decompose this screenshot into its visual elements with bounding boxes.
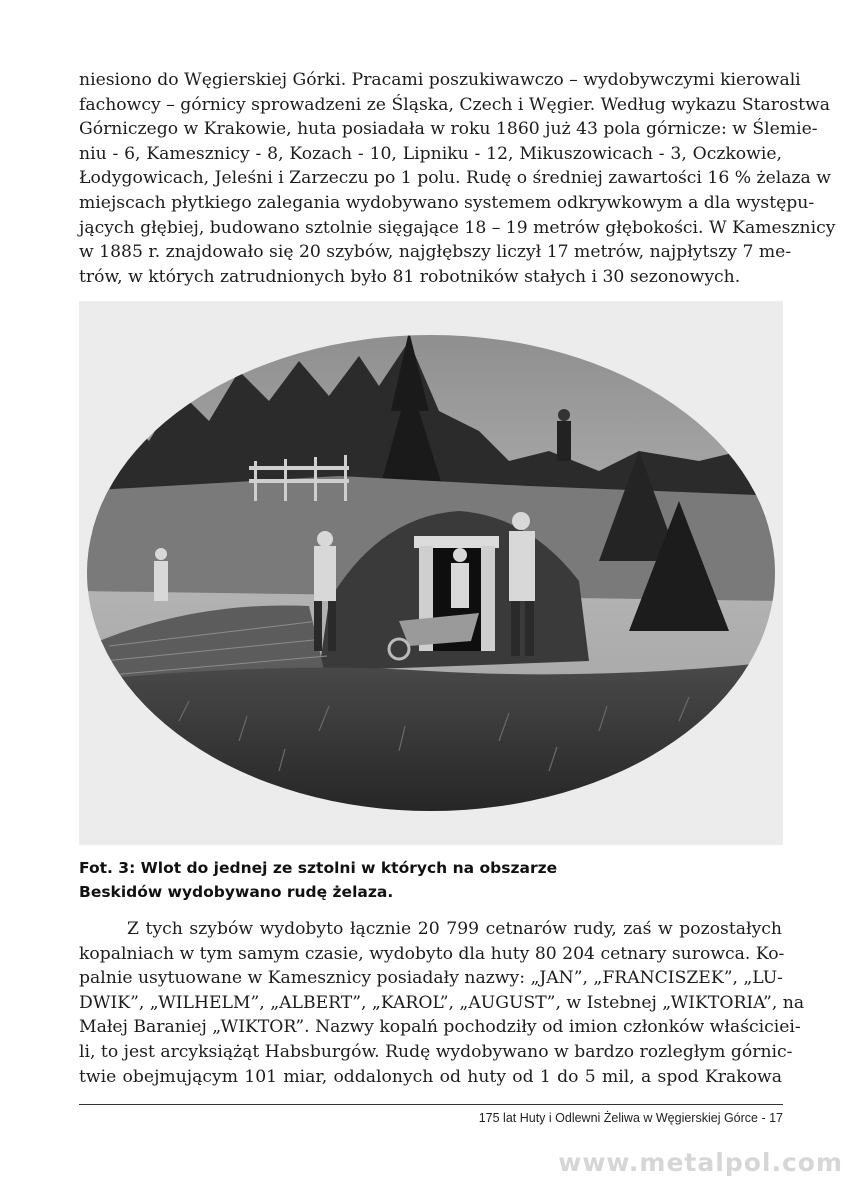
photo-caption [79,856,679,904]
paragraph-2 [79,917,805,1089]
mine-entrance-photo [79,301,783,845]
paragraph-line: niesiono do Węgierskiej Górki. Pracami poszukiwawczo – wydobywczymi kierowali [79,70,801,90]
paragraph-line: li, to jest arcyksiążąt Habsburgów. Rudę wydobywano w bardzo rozległym górnic- [79,1041,793,1062]
paragraph-line: fachowcy – górnicy sprowadzeni ze Śląska, Czech i Węgier. Według wykazu Starostwa [79,94,831,115]
paragraph-line: palnie usytuowane w Kamesznicy posiadały nazwy: „JAN”, „FRANCISZEK”, „LU- [79,968,783,989]
caption-line: Fot. 3: Wlot do jednej ze sztolni w których na obszarze [79,859,558,877]
paragraph-line: DWIK”, „WILHELM”, „ALBERT”, „KAROL”, „AUGUST”, w Istebnej „WIKTORIA”, na [79,992,805,1013]
paragraph-line: twie obejmującym 101 miar, oddalonych od huty od 1 do 5 mil, a spod Krakowa [79,1066,782,1087]
paragraph-line: Z tych szybów wydobyto łącznie 20 799 cetnarów rudy, zaś w pozostałych [127,919,782,939]
paragraph-1 [79,68,836,289]
footer-rule [79,1104,783,1105]
photo-illustration [79,301,783,845]
paragraph-line: Małej Baraniej „WIKTOR”. Nazwy kopalń pochodziły od imion członków właściciei- [79,1017,801,1038]
watermark: www.metalpol.com [558,1148,843,1177]
paragraph-line: trów, w których zatrudnionych było 81 robotników stałych i 30 sezonowych. [79,266,741,287]
paragraph-line: Łodygowicach, Jeleśni i Zarzeczu po 1 polu. Rudę o średniej zawartości 16 % żelaza w [79,168,831,189]
paragraph-line: kopalniach w tym samym czasie, wydobyto dla huty 80 204 cetnary surowca. Ko- [79,943,785,964]
paragraph-line: miejscach płytkiego zalegania wydobywano systemem odkrywkowym a dla występu- [79,192,815,213]
paragraph-line: Górniczego w Krakowie, huta posiadała w roku 1860 już 43 pola górnicze: w Ślemie- [79,119,818,140]
page-footer: 175 lat Huty i Odlewni Żeliwa w Węgierskiej Górce - 17 [478,1111,783,1125]
paragraph-line: w 1885 r. znajdowało się 20 szybów, najgłębszy liczył 17 metrów, najpłytszy 7 me- [79,242,792,263]
caption-line: Beskidów wydobywano rudę żelaza. [79,883,394,901]
paragraph-line: jących głębiej, budowano sztolnie sięgające 18 – 19 metrów głębokości. W Kamesznicy [79,217,836,238]
paragraph-line: niu - 6, Kamesznicy - 8, Kozach - 10, Lipniku - 12, Mikuszowicach - 3, Oczkowie, [79,143,782,164]
